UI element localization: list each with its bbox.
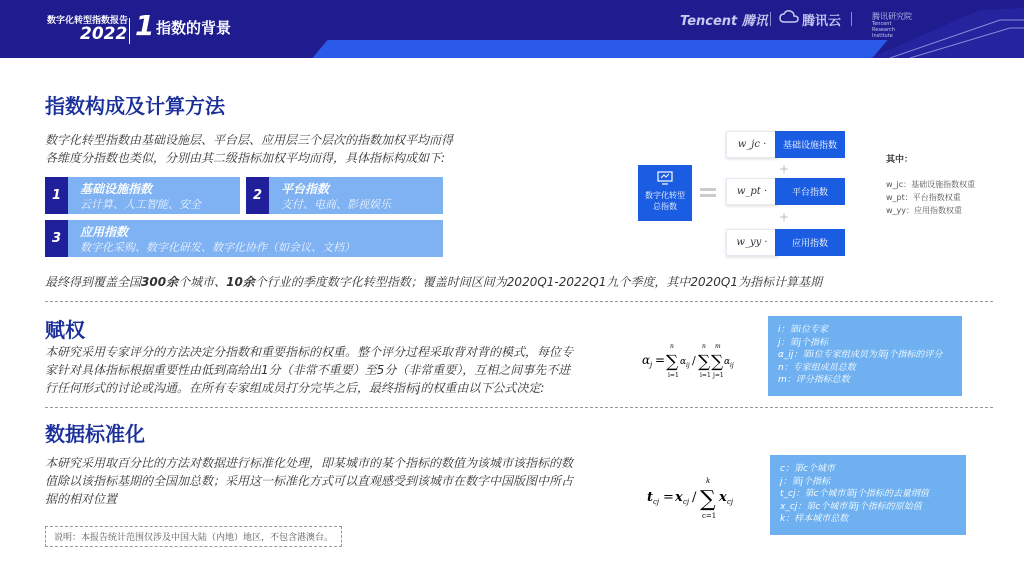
normalization-formula <box>645 472 745 524</box>
legend-line: m：评分指标总数 <box>778 375 850 385</box>
sub-index-infrastructure: 基础设施指数 <box>775 131 845 158</box>
legend-item: w_jc：基础设施指数权重 <box>886 180 976 189</box>
section-title-composition: 指数构成及计算方法 <box>45 94 225 118</box>
section-title-normalization: 数据标准化 <box>45 422 145 446</box>
legend-line: α_ij：第i位专家组成员为第j个指标的评分 <box>778 350 943 360</box>
summary-industry-count: 10余 <box>226 275 255 289</box>
summary-city-count: 300余 <box>141 275 179 289</box>
svg-text:j=1: j=1 <box>713 372 724 379</box>
weight-box-jc: w_jc · <box>726 131 778 158</box>
svg-text:n: n <box>670 343 674 350</box>
section-divider <box>45 301 993 302</box>
svg-text:n: n <box>702 343 706 350</box>
section-divider <box>45 407 993 408</box>
cloud-icon <box>779 9 799 25</box>
svg-text:/: / <box>692 490 697 505</box>
svg-text:=: = <box>655 353 666 367</box>
index-card-application <box>45 220 443 257</box>
summary-mid: 个城市、 <box>178 275 227 289</box>
weighting-legend-box <box>768 316 962 396</box>
svg-text:∑: ∑ <box>700 487 716 512</box>
svg-text:c=1: c=1 <box>702 512 717 520</box>
coverage-summary <box>45 273 822 291</box>
svg-text:cj: cj <box>727 498 734 506</box>
svg-text:∑: ∑ <box>698 352 711 372</box>
weight-formula <box>640 336 750 382</box>
legend-line: t_cj：第c个城市第j个指标的去量纲值 <box>780 489 929 499</box>
weighting-line-1: 本研究采用专家评分的方法决定分指数和重要指标的权重。整个评分过程采取背对背的模式，每位专 <box>45 345 574 359</box>
header-stripe <box>312 40 887 58</box>
svg-text:ij: ij <box>686 362 690 369</box>
monitor-icon <box>657 171 673 185</box>
svg-text:t: t <box>647 490 654 505</box>
svg-text:=: = <box>663 490 674 505</box>
svg-text:x: x <box>719 490 727 505</box>
plus-icon: + <box>779 210 790 224</box>
legend-item: w_yy：应用指数权重 <box>886 206 963 215</box>
card-title: 应用指数 <box>80 225 129 239</box>
svg-text:α: α <box>724 357 731 367</box>
card-subtitle: 数字化采购、数字化研发、数字化协作（如会议、文档） <box>80 241 355 254</box>
svg-text:ij: ij <box>730 362 734 369</box>
normalization-line-3: 据的相对位置 <box>45 492 118 506</box>
card-title: 基础设施指数 <box>80 182 153 196</box>
legend-line: i：第i位专家 <box>778 325 829 335</box>
legend-line: n：专家组成员总数 <box>778 362 856 373</box>
chapter-number: 1 <box>135 9 155 42</box>
equals-sign <box>700 188 716 197</box>
legend-title: 其中： <box>886 155 914 165</box>
card-subtitle: 支付、电商、影视娱乐 <box>281 198 391 211</box>
weight-box-pt: w_pt · <box>726 178 778 205</box>
normalization-line-1: 本研究采用取百分比的方法对数据进行标准化处理，即某城市的某个指标的数值为该城市该指标的数 <box>45 456 574 470</box>
legend-line: x_cj：第c个城市第j个指标的原始值 <box>780 501 922 512</box>
weight-box-yy: w_yy · <box>726 229 778 256</box>
sub-index-application: 应用指数 <box>775 229 845 256</box>
legend-line: j：第j个指标 <box>780 476 831 487</box>
total-index-label <box>638 190 692 212</box>
plus-icon: + <box>779 162 790 176</box>
chapter-title: 指数的背景 <box>156 19 232 37</box>
svg-text:α: α <box>680 357 687 367</box>
svg-text:/: / <box>692 354 696 367</box>
legend-line: k：样本城市总数 <box>780 514 849 524</box>
legend-item: w_pt：平台指数权重 <box>886 193 961 202</box>
svg-text:m: m <box>715 343 721 350</box>
header-divider <box>129 18 130 44</box>
total-index-label-2: 总指数 <box>653 202 677 211</box>
sub-index-platform: 平台指数 <box>775 178 845 205</box>
weighting-line-3: 行任何形式的讨论或沟通。在所有专家组成员打分完毕之后，最终指标j的权重由以下公式决定: <box>45 381 545 395</box>
svg-text:k: k <box>706 477 711 485</box>
research-logo: 腾讯研究院 <box>872 12 912 21</box>
logo-divider-2 <box>851 12 852 26</box>
total-index-label-1: 数字化转型 <box>645 191 685 200</box>
report-name: 数字化转型指数报告 <box>47 16 129 26</box>
index-card-infrastructure <box>45 177 240 214</box>
header-bar <box>0 0 1024 58</box>
logo-divider <box>770 12 771 26</box>
card-number: 2 <box>246 177 269 214</box>
legend-line: j：第j个指标 <box>778 337 829 348</box>
weighting-line-2: 家针对具体指标根据重要性由低到高给出1分（非常不重要）至5分（非常重要），互相之间事先不进 <box>45 363 571 377</box>
svg-text:α: α <box>642 353 651 367</box>
svg-text:i=1: i=1 <box>668 372 679 379</box>
card-number: 3 <box>45 220 68 257</box>
research-logo-en: Tencent Research Institute <box>872 21 895 39</box>
section-title-weighting: 赋权 <box>45 318 85 342</box>
card-number: 1 <box>45 177 68 214</box>
intro-line-1: 数字化转型指数由基础设施层、平台层、应用层三个层次的指数加权平均而得 <box>45 133 454 147</box>
card-title: 平台指数 <box>281 182 330 196</box>
total-index-box <box>638 165 692 221</box>
report-year: 2022 <box>80 24 128 44</box>
intro-line-2: 各维度分指数也类似，分别由其二级指标加权平均而得，具体指标构成如下: <box>45 151 446 165</box>
tencent-cloud-logo: 腾讯云 <box>802 14 842 29</box>
svg-text:∑: ∑ <box>666 352 679 372</box>
index-card-platform <box>246 177 443 214</box>
normalization-line-2: 值除以该指标基期的全国加总数；采用这一标准化方式可以直观感受到该城市在数字中国版图中所占 <box>45 474 574 488</box>
footnote: 说明：本报告统计范围仅涉及中国大陆（内地）地区，不包含港澳台。 <box>45 526 342 547</box>
svg-text:j: j <box>650 361 653 369</box>
svg-text:cj: cj <box>683 498 690 506</box>
svg-text:i=1: i=1 <box>700 372 711 379</box>
summary-post: 个行业的季度数字化转型指数；覆盖时间区间为2020Q1-2022Q1九个季度，其中2020Q1为指标计算基期 <box>254 275 822 289</box>
svg-text:cj: cj <box>653 498 660 506</box>
card-subtitle: 云计算、人工智能、安全 <box>80 198 201 211</box>
svg-text:∑: ∑ <box>711 352 724 372</box>
svg-text:x: x <box>675 490 683 505</box>
normalization-legend-box <box>770 455 966 535</box>
tencent-logo: Tencent 腾讯 <box>680 14 768 29</box>
summary-pre: 最终得到覆盖全国 <box>45 275 142 289</box>
legend-line: c：第c个城市 <box>780 464 835 474</box>
